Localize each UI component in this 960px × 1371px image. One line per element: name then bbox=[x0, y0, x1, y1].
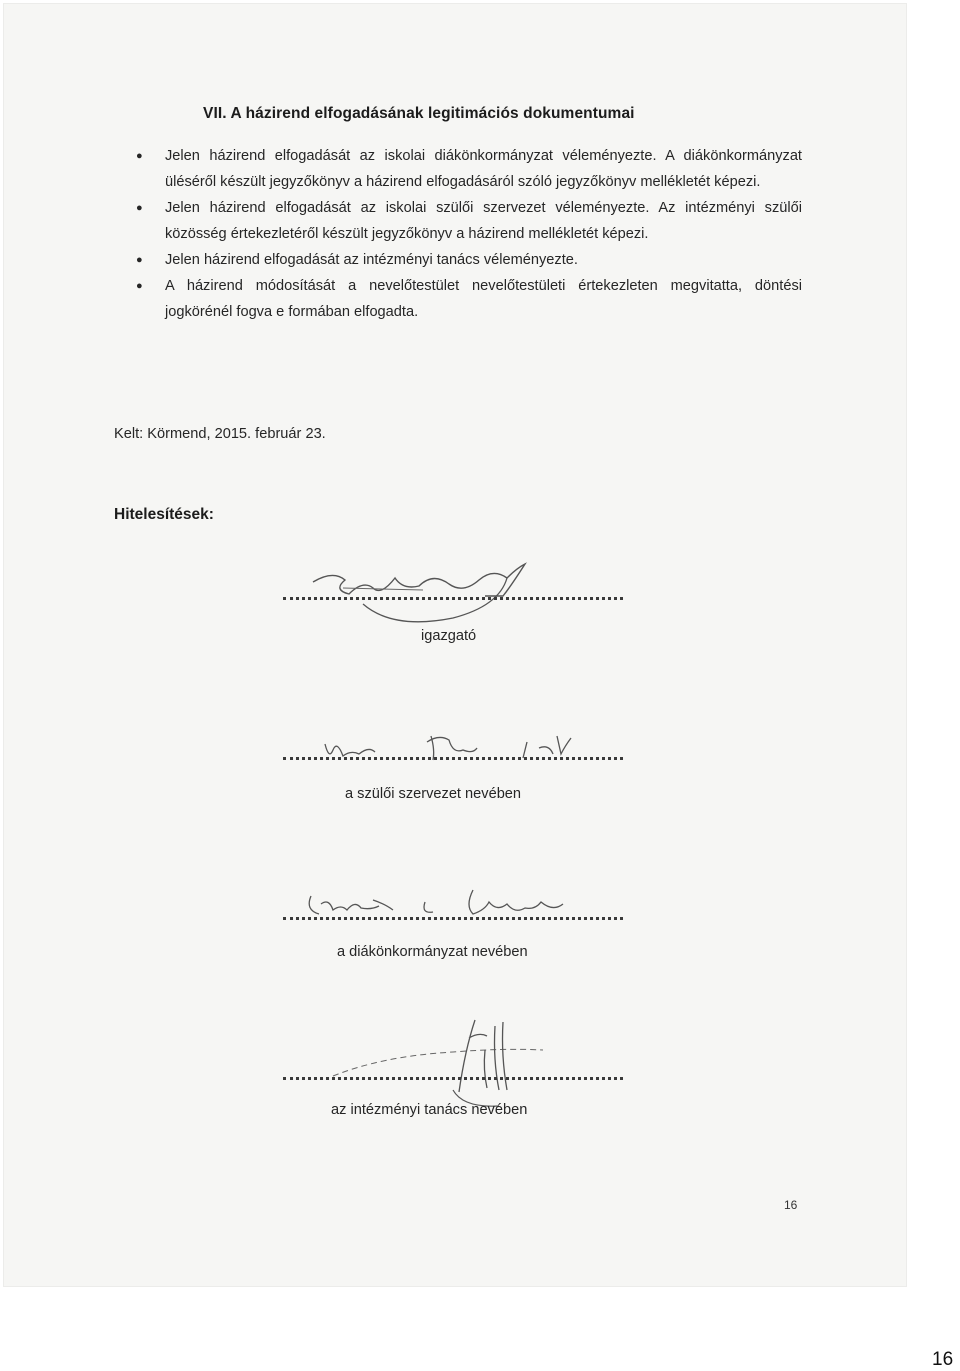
signature-block-director bbox=[283, 560, 623, 644]
signature-caption: a szülői szervezet nevében bbox=[345, 786, 522, 802]
bullet-icon: ● bbox=[136, 280, 143, 292]
signature-caption: a diákönkormányzat nevében bbox=[337, 944, 528, 960]
signature-parents-scribble bbox=[313, 720, 613, 770]
signature-block-council bbox=[283, 1040, 623, 1120]
authentications-heading: Hitelesítések: bbox=[114, 506, 214, 523]
signature-block-parents bbox=[283, 720, 623, 800]
bullet-text: Jelen házirend elfogadását az iskolai diákönkormányzat véleményezte. A diákönkormányzat üléséről készült jegyzőkönyv a házirend elfogadásáról szóló jegyzőkönyv mellékletét képezi. bbox=[165, 148, 802, 190]
bullet-text: A házirend módosítását a nevelőtestület nevelőtestületi értekezleten megvitatta, döntési jogkörénél fogva e formában elfogadta. bbox=[165, 278, 802, 320]
page-number: 16 bbox=[932, 1349, 954, 1370]
signature-caption: az intézményi tanács nevében bbox=[331, 1102, 528, 1118]
date-line: Kelt: Körmend, 2015. február 23. bbox=[114, 426, 326, 442]
section-title: VII. A házirend elfogadásának legitimációs dokumentumai bbox=[203, 105, 635, 122]
bullet-icon: ● bbox=[136, 150, 143, 162]
bullet-item bbox=[134, 273, 802, 325]
bullet-text: Jelen házirend elfogadását az iskolai szülői szervezet véleményezte. Az intézményi szülői közösség értekezletéről készült jegyzőkönyv a házirend mellékletét képezi. bbox=[165, 200, 802, 242]
signature-line bbox=[283, 1077, 623, 1080]
signature-caption: igazgató bbox=[421, 628, 477, 644]
signature-line bbox=[283, 757, 623, 760]
bullet-text: Jelen házirend elfogadását az intézményi tanács véleményezte. bbox=[165, 252, 578, 268]
signature-line bbox=[283, 597, 623, 600]
bullet-icon: ● bbox=[136, 254, 143, 266]
signature-students-scribble bbox=[301, 880, 601, 930]
signature-line bbox=[283, 917, 623, 920]
bullet-icon: ● bbox=[136, 202, 143, 214]
bullet-list bbox=[134, 143, 802, 325]
bullet-item bbox=[134, 247, 802, 273]
scan-page-number: 16 bbox=[784, 1198, 798, 1212]
signature-block-students bbox=[283, 880, 623, 960]
bullet-item bbox=[134, 195, 802, 247]
bullet-item bbox=[134, 143, 802, 195]
